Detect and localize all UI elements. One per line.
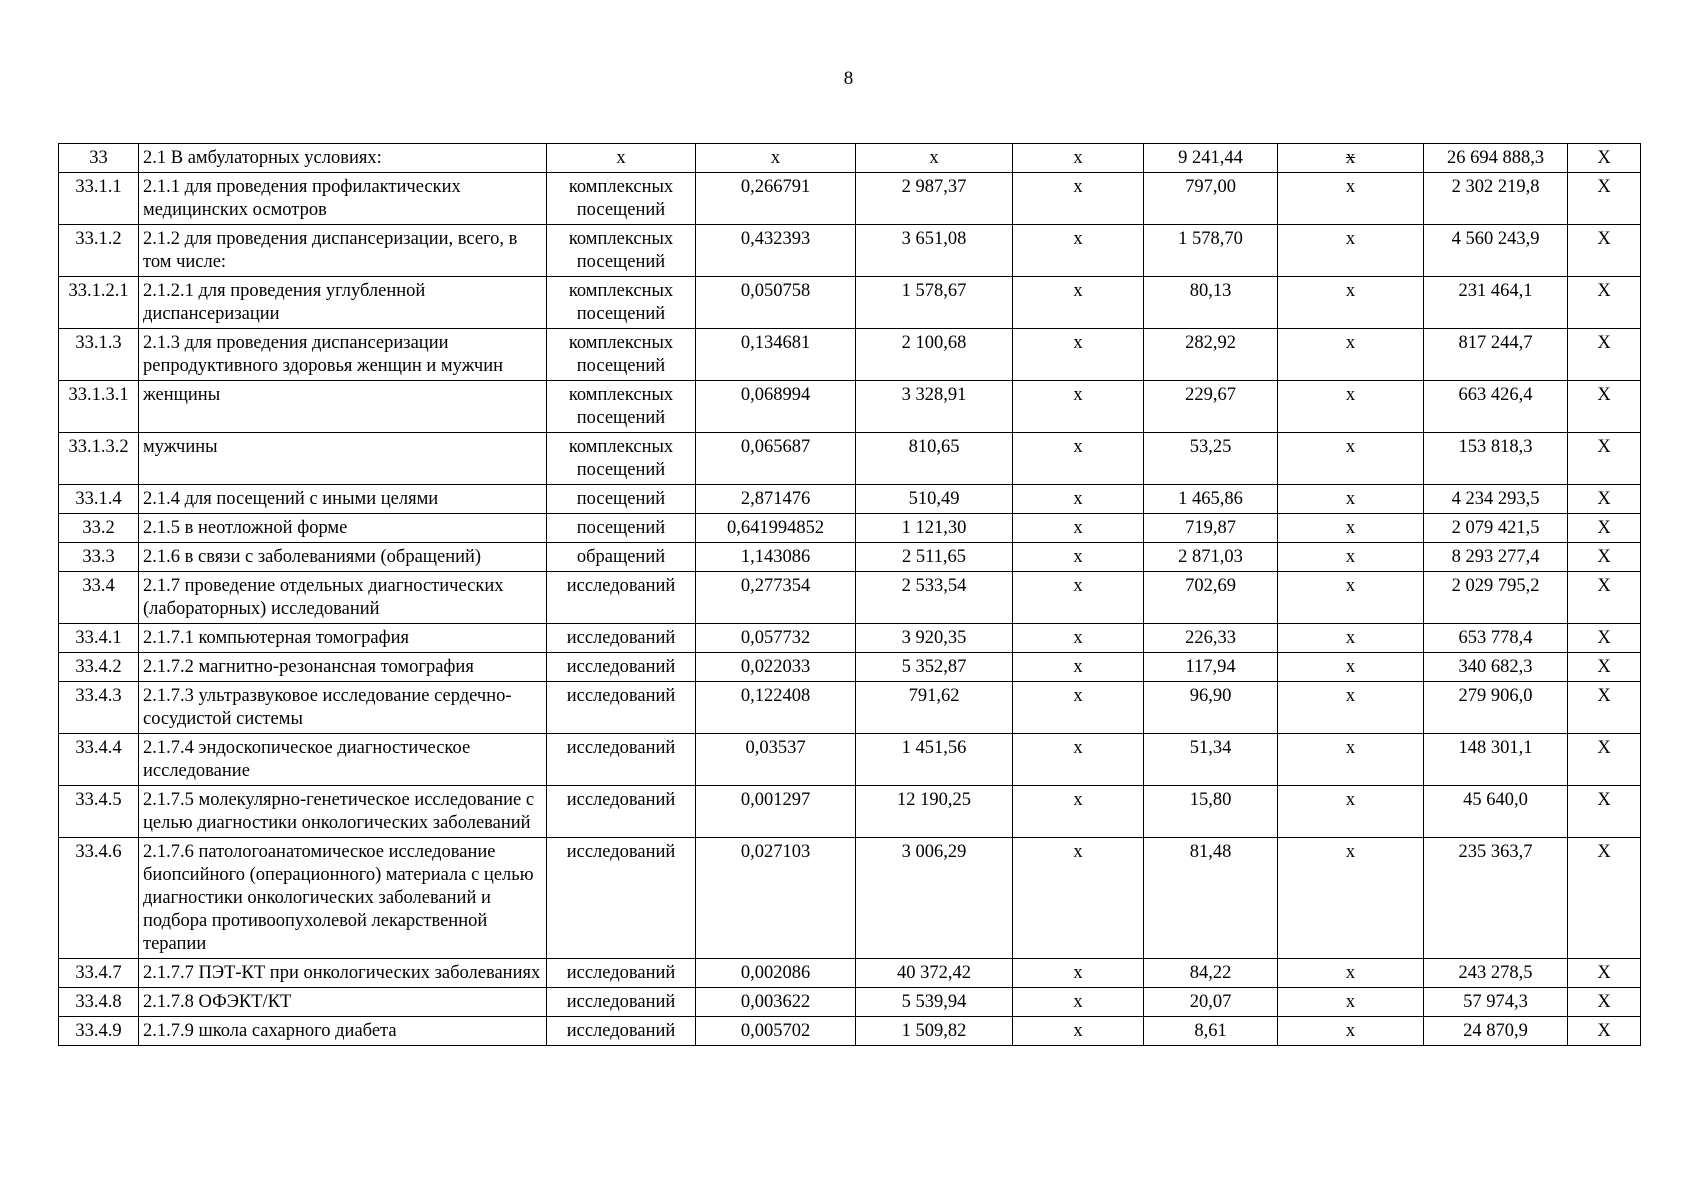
cost-norm-cell: 3 920,35 bbox=[856, 624, 1013, 653]
per-capita-budget-cell: х bbox=[1013, 734, 1144, 786]
per-capita-oms-cell: 229,67 bbox=[1144, 381, 1278, 433]
volume-norm-cell: 2,871476 bbox=[696, 485, 856, 514]
table-row bbox=[59, 381, 1641, 433]
unit-cell: комплексных посещений bbox=[547, 225, 696, 277]
unit-cell: исследований bbox=[547, 1017, 696, 1046]
cost-norm-cell: 2 987,37 bbox=[856, 173, 1013, 225]
row-number-cell: 33.4.7 bbox=[59, 959, 139, 988]
total-oms-cell: 231 464,1 bbox=[1424, 277, 1568, 329]
volume-norm-cell: 0,027103 bbox=[696, 838, 856, 959]
percent-cell: Х bbox=[1568, 144, 1641, 173]
per-capita-budget-cell: х bbox=[1013, 485, 1144, 514]
total-oms-cell: 4 560 243,9 bbox=[1424, 225, 1568, 277]
cost-norm-cell: 3 328,91 bbox=[856, 381, 1013, 433]
per-capita-budget-cell: х bbox=[1013, 786, 1144, 838]
per-capita-budget-cell: х bbox=[1013, 144, 1144, 173]
total-budget-cell: х bbox=[1278, 381, 1424, 433]
row-number-cell: 33.2 bbox=[59, 514, 139, 543]
indicator-name-cell: 2.1 В амбулаторных условиях: bbox=[139, 144, 547, 173]
total-budget-cell: х bbox=[1278, 485, 1424, 514]
cost-norm-cell: 12 190,25 bbox=[856, 786, 1013, 838]
table-row bbox=[59, 624, 1641, 653]
per-capita-oms-cell: 53,25 bbox=[1144, 433, 1278, 485]
total-oms-cell: 148 301,1 bbox=[1424, 734, 1568, 786]
unit-cell: исследований bbox=[547, 624, 696, 653]
volume-norm-cell: 0,003622 bbox=[696, 988, 856, 1017]
unit-cell: исследований bbox=[547, 786, 696, 838]
per-capita-budget-cell: х bbox=[1013, 988, 1144, 1017]
per-capita-budget-cell: х bbox=[1013, 329, 1144, 381]
volume-norm-cell: 0,022033 bbox=[696, 653, 856, 682]
table-row bbox=[59, 1017, 1641, 1046]
table-row bbox=[59, 838, 1641, 959]
total-budget-cell: х bbox=[1278, 433, 1424, 485]
indicator-name-cell: 2.1.7.4 эндоскопическое диагностическое исследование bbox=[139, 734, 547, 786]
indicator-name-cell: мужчины bbox=[139, 433, 547, 485]
per-capita-oms-cell: 15,80 bbox=[1144, 786, 1278, 838]
cost-norm-cell: х bbox=[856, 144, 1013, 173]
total-budget-cell: х bbox=[1278, 988, 1424, 1017]
row-number-cell: 33.3 bbox=[59, 543, 139, 572]
total-budget-cell: х bbox=[1278, 1017, 1424, 1046]
per-capita-budget-cell: х bbox=[1013, 173, 1144, 225]
per-capita-oms-cell: 96,90 bbox=[1144, 682, 1278, 734]
percent-cell: Х bbox=[1568, 225, 1641, 277]
per-capita-budget-cell: х bbox=[1013, 572, 1144, 624]
per-capita-oms-cell: 226,33 bbox=[1144, 624, 1278, 653]
per-capita-oms-cell: 797,00 bbox=[1144, 173, 1278, 225]
total-oms-cell: 243 278,5 bbox=[1424, 959, 1568, 988]
percent-cell: Х bbox=[1568, 514, 1641, 543]
total-oms-cell: 26 694 888,3 bbox=[1424, 144, 1568, 173]
indicator-name-cell: 2.1.4 для посещений с иными целями bbox=[139, 485, 547, 514]
percent-cell: Х bbox=[1568, 682, 1641, 734]
row-number-cell: 33.4.1 bbox=[59, 624, 139, 653]
table-row bbox=[59, 485, 1641, 514]
row-number-cell: 33.1.2.1 bbox=[59, 277, 139, 329]
per-capita-budget-cell: х bbox=[1013, 1017, 1144, 1046]
volume-norm-cell: 0,03537 bbox=[696, 734, 856, 786]
indicator-name-cell: женщины bbox=[139, 381, 547, 433]
per-capita-budget-cell: х bbox=[1013, 514, 1144, 543]
total-budget-cell: х bbox=[1278, 786, 1424, 838]
unit-cell: комплексных посещений bbox=[547, 433, 696, 485]
volume-norm-cell: х bbox=[696, 144, 856, 173]
indicator-name-cell: 2.1.7 проведение отдельных диагностических (лабораторных) исследований bbox=[139, 572, 547, 624]
table-body bbox=[59, 144, 1641, 1046]
per-capita-oms-cell: 81,48 bbox=[1144, 838, 1278, 959]
row-number-cell: 33.4 bbox=[59, 572, 139, 624]
percent-cell: Х bbox=[1568, 277, 1641, 329]
unit-cell: посещений bbox=[547, 485, 696, 514]
volume-norm-cell: 0,266791 bbox=[696, 173, 856, 225]
volume-norm-cell: 0,134681 bbox=[696, 329, 856, 381]
total-budget-cell: х bbox=[1278, 543, 1424, 572]
total-oms-cell: 340 682,3 bbox=[1424, 653, 1568, 682]
table-row bbox=[59, 173, 1641, 225]
total-budget-cell: х bbox=[1278, 144, 1424, 173]
unit-cell: посещений bbox=[547, 514, 696, 543]
unit-cell: исследований bbox=[547, 959, 696, 988]
total-oms-cell: 2 029 795,2 bbox=[1424, 572, 1568, 624]
cost-norm-cell: 3 006,29 bbox=[856, 838, 1013, 959]
row-number-cell: 33.4.6 bbox=[59, 838, 139, 959]
volume-norm-cell: 0,002086 bbox=[696, 959, 856, 988]
percent-cell: Х bbox=[1568, 381, 1641, 433]
volume-norm-cell: 0,005702 bbox=[696, 1017, 856, 1046]
cost-norm-cell: 1 509,82 bbox=[856, 1017, 1013, 1046]
total-budget-cell: х bbox=[1278, 572, 1424, 624]
percent-cell: Х bbox=[1568, 485, 1641, 514]
per-capita-oms-cell: 702,69 bbox=[1144, 572, 1278, 624]
per-capita-oms-cell: 8,61 bbox=[1144, 1017, 1278, 1046]
unit-cell: комплексных посещений bbox=[547, 277, 696, 329]
cost-norm-cell: 791,62 bbox=[856, 682, 1013, 734]
per-capita-budget-cell: х bbox=[1013, 959, 1144, 988]
page-number: 8 bbox=[843, 68, 854, 89]
volume-norm-cell: 0,065687 bbox=[696, 433, 856, 485]
per-capita-oms-cell: 2 871,03 bbox=[1144, 543, 1278, 572]
volume-norm-cell: 0,068994 bbox=[696, 381, 856, 433]
volume-norm-cell: 0,057732 bbox=[696, 624, 856, 653]
cost-norm-cell: 1 578,67 bbox=[856, 277, 1013, 329]
row-number-cell: 33.4.8 bbox=[59, 988, 139, 1017]
cost-norm-cell: 1 121,30 bbox=[856, 514, 1013, 543]
percent-cell: Х bbox=[1568, 624, 1641, 653]
percent-cell: Х bbox=[1568, 173, 1641, 225]
indicator-name-cell: 2.1.7.1 компьютерная томография bbox=[139, 624, 547, 653]
total-oms-cell: 57 974,3 bbox=[1424, 988, 1568, 1017]
percent-cell: Х bbox=[1568, 988, 1641, 1017]
per-capita-oms-cell: 20,07 bbox=[1144, 988, 1278, 1017]
indicator-name-cell: 2.1.5 в неотложной форме bbox=[139, 514, 547, 543]
total-budget-cell: х bbox=[1278, 959, 1424, 988]
indicator-name-cell: 2.1.1 для проведения профилактических медицинских осмотров bbox=[139, 173, 547, 225]
unit-cell: х bbox=[547, 144, 696, 173]
per-capita-oms-cell: 51,34 bbox=[1144, 734, 1278, 786]
percent-cell: Х bbox=[1568, 433, 1641, 485]
total-budget-cell: х bbox=[1278, 624, 1424, 653]
total-oms-cell: 8 293 277,4 bbox=[1424, 543, 1568, 572]
cost-norm-cell: 1 451,56 bbox=[856, 734, 1013, 786]
per-capita-oms-cell: 282,92 bbox=[1144, 329, 1278, 381]
per-capita-budget-cell: х bbox=[1013, 682, 1144, 734]
unit-cell: исследований bbox=[547, 572, 696, 624]
total-budget-cell: х bbox=[1278, 653, 1424, 682]
row-number-cell: 33.1.4 bbox=[59, 485, 139, 514]
volume-norm-cell: 0,641994852 bbox=[696, 514, 856, 543]
row-number-cell: 33.4.5 bbox=[59, 786, 139, 838]
unit-cell: исследований bbox=[547, 734, 696, 786]
indicator-name-cell: 2.1.7.5 молекулярно-генетическое исследование с целью диагностики онкологических заболеваний bbox=[139, 786, 547, 838]
total-oms-cell: 2 079 421,5 bbox=[1424, 514, 1568, 543]
percent-cell: Х bbox=[1568, 734, 1641, 786]
total-oms-cell: 45 640,0 bbox=[1424, 786, 1568, 838]
table-row bbox=[59, 959, 1641, 988]
per-capita-budget-cell: х bbox=[1013, 433, 1144, 485]
row-number-cell: 33.1.3.1 bbox=[59, 381, 139, 433]
unit-cell: обращений bbox=[547, 543, 696, 572]
unit-cell: комплексных посещений bbox=[547, 329, 696, 381]
per-capita-oms-cell: 84,22 bbox=[1144, 959, 1278, 988]
table-row bbox=[59, 988, 1641, 1017]
table-row bbox=[59, 786, 1641, 838]
unit-cell: комплексных посещений bbox=[547, 173, 696, 225]
per-capita-oms-cell: 719,87 bbox=[1144, 514, 1278, 543]
indicator-name-cell: 2.1.7.6 патологоанатомическое исследование биопсийного (операционного) материала с целью диагностики онкологических заболеваний и подбора противоопухолевой лекарственной терапии bbox=[139, 838, 547, 959]
per-capita-budget-cell: х bbox=[1013, 653, 1144, 682]
row-number-cell: 33.4.2 bbox=[59, 653, 139, 682]
total-oms-cell: 653 778,4 bbox=[1424, 624, 1568, 653]
total-oms-cell: 4 234 293,5 bbox=[1424, 485, 1568, 514]
volume-norm-cell: 0,122408 bbox=[696, 682, 856, 734]
per-capita-budget-cell: х bbox=[1013, 543, 1144, 572]
row-number-cell: 33 bbox=[59, 144, 139, 173]
per-capita-oms-cell: 1 578,70 bbox=[1144, 225, 1278, 277]
table-row bbox=[59, 225, 1641, 277]
table-row bbox=[59, 734, 1641, 786]
total-budget-cell: х bbox=[1278, 225, 1424, 277]
indicator-name-cell: 2.1.3 для проведения диспансеризации репродуктивного здоровья женщин и мужчин bbox=[139, 329, 547, 381]
total-budget-cell: х bbox=[1278, 329, 1424, 381]
total-oms-cell: 153 818,3 bbox=[1424, 433, 1568, 485]
total-budget-cell: х bbox=[1278, 734, 1424, 786]
unit-cell: исследований bbox=[547, 838, 696, 959]
cost-norm-cell: 2 100,68 bbox=[856, 329, 1013, 381]
cost-norm-cell: 3 651,08 bbox=[856, 225, 1013, 277]
percent-cell: Х bbox=[1568, 572, 1641, 624]
indicator-name-cell: 2.1.2 для проведения диспансеризации, всего, в том числе: bbox=[139, 225, 547, 277]
per-capita-budget-cell: х bbox=[1013, 838, 1144, 959]
cost-norm-cell: 5 539,94 bbox=[856, 988, 1013, 1017]
total-oms-cell: 2 302 219,8 bbox=[1424, 173, 1568, 225]
indicator-name-cell: 2.1.7.7 ПЭТ-КТ при онкологических заболеваниях bbox=[139, 959, 547, 988]
table-row bbox=[59, 144, 1641, 173]
row-number-cell: 33.4.9 bbox=[59, 1017, 139, 1046]
data-table bbox=[58, 143, 1641, 1046]
indicator-name-cell: 2.1.7.8 ОФЭКТ/КТ bbox=[139, 988, 547, 1017]
table-row bbox=[59, 653, 1641, 682]
row-number-cell: 33.4.4 bbox=[59, 734, 139, 786]
volume-norm-cell: 0,001297 bbox=[696, 786, 856, 838]
per-capita-oms-cell: 9 241,44 bbox=[1144, 144, 1278, 173]
table-row bbox=[59, 433, 1641, 485]
total-oms-cell: 817 244,7 bbox=[1424, 329, 1568, 381]
volume-norm-cell: 0,432393 bbox=[696, 225, 856, 277]
row-number-cell: 33.1.1 bbox=[59, 173, 139, 225]
table-row bbox=[59, 329, 1641, 381]
total-budget-cell: х bbox=[1278, 514, 1424, 543]
total-oms-cell: 24 870,9 bbox=[1424, 1017, 1568, 1046]
total-budget-cell: х bbox=[1278, 173, 1424, 225]
percent-cell: Х bbox=[1568, 786, 1641, 838]
table-row bbox=[59, 682, 1641, 734]
total-budget-cell: х bbox=[1278, 838, 1424, 959]
unit-cell: исследований bbox=[547, 682, 696, 734]
table-row bbox=[59, 572, 1641, 624]
percent-cell: Х bbox=[1568, 1017, 1641, 1046]
indicator-name-cell: 2.1.2.1 для проведения углубленной диспансеризации bbox=[139, 277, 547, 329]
total-budget-cell: х bbox=[1278, 682, 1424, 734]
percent-cell: Х bbox=[1568, 653, 1641, 682]
unit-cell: комплексных посещений bbox=[547, 381, 696, 433]
cost-norm-cell: 40 372,42 bbox=[856, 959, 1013, 988]
table-row bbox=[59, 514, 1641, 543]
per-capita-budget-cell: х bbox=[1013, 381, 1144, 433]
volume-norm-cell: 0,050758 bbox=[696, 277, 856, 329]
volume-norm-cell: 0,277354 bbox=[696, 572, 856, 624]
total-oms-cell: 279 906,0 bbox=[1424, 682, 1568, 734]
per-capita-budget-cell: х bbox=[1013, 624, 1144, 653]
per-capita-oms-cell: 1 465,86 bbox=[1144, 485, 1278, 514]
indicator-name-cell: 2.1.7.3 ультразвуковое исследование сердечно-сосудистой системы bbox=[139, 682, 547, 734]
indicator-name-cell: 2.1.6 в связи с заболеваниями (обращений) bbox=[139, 543, 547, 572]
indicator-name-cell: 2.1.7.2 магнитно-резонансная томография bbox=[139, 653, 547, 682]
per-capita-budget-cell: х bbox=[1013, 225, 1144, 277]
cost-norm-cell: 5 352,87 bbox=[856, 653, 1013, 682]
total-oms-cell: 663 426,4 bbox=[1424, 381, 1568, 433]
percent-cell: Х bbox=[1568, 838, 1641, 959]
indicator-name-cell: 2.1.7.9 школа сахарного диабета bbox=[139, 1017, 547, 1046]
table-row bbox=[59, 543, 1641, 572]
unit-cell: исследований bbox=[547, 653, 696, 682]
total-budget-cell: х bbox=[1278, 277, 1424, 329]
volume-norm-cell: 1,143086 bbox=[696, 543, 856, 572]
cost-norm-cell: 510,49 bbox=[856, 485, 1013, 514]
row-number-cell: 33.1.2 bbox=[59, 225, 139, 277]
per-capita-oms-cell: 80,13 bbox=[1144, 277, 1278, 329]
unit-cell: исследований bbox=[547, 988, 696, 1017]
row-number-cell: 33.1.3.2 bbox=[59, 433, 139, 485]
percent-cell: Х bbox=[1568, 329, 1641, 381]
row-number-cell: 33.4.3 bbox=[59, 682, 139, 734]
row-number-cell: 33.1.3 bbox=[59, 329, 139, 381]
per-capita-oms-cell: 117,94 bbox=[1144, 653, 1278, 682]
total-oms-cell: 235 363,7 bbox=[1424, 838, 1568, 959]
percent-cell: Х bbox=[1568, 959, 1641, 988]
cost-norm-cell: 2 533,54 bbox=[856, 572, 1013, 624]
cost-norm-cell: 2 511,65 bbox=[856, 543, 1013, 572]
table-row bbox=[59, 277, 1641, 329]
per-capita-budget-cell: х bbox=[1013, 277, 1144, 329]
percent-cell: Х bbox=[1568, 543, 1641, 572]
cost-norm-cell: 810,65 bbox=[856, 433, 1013, 485]
